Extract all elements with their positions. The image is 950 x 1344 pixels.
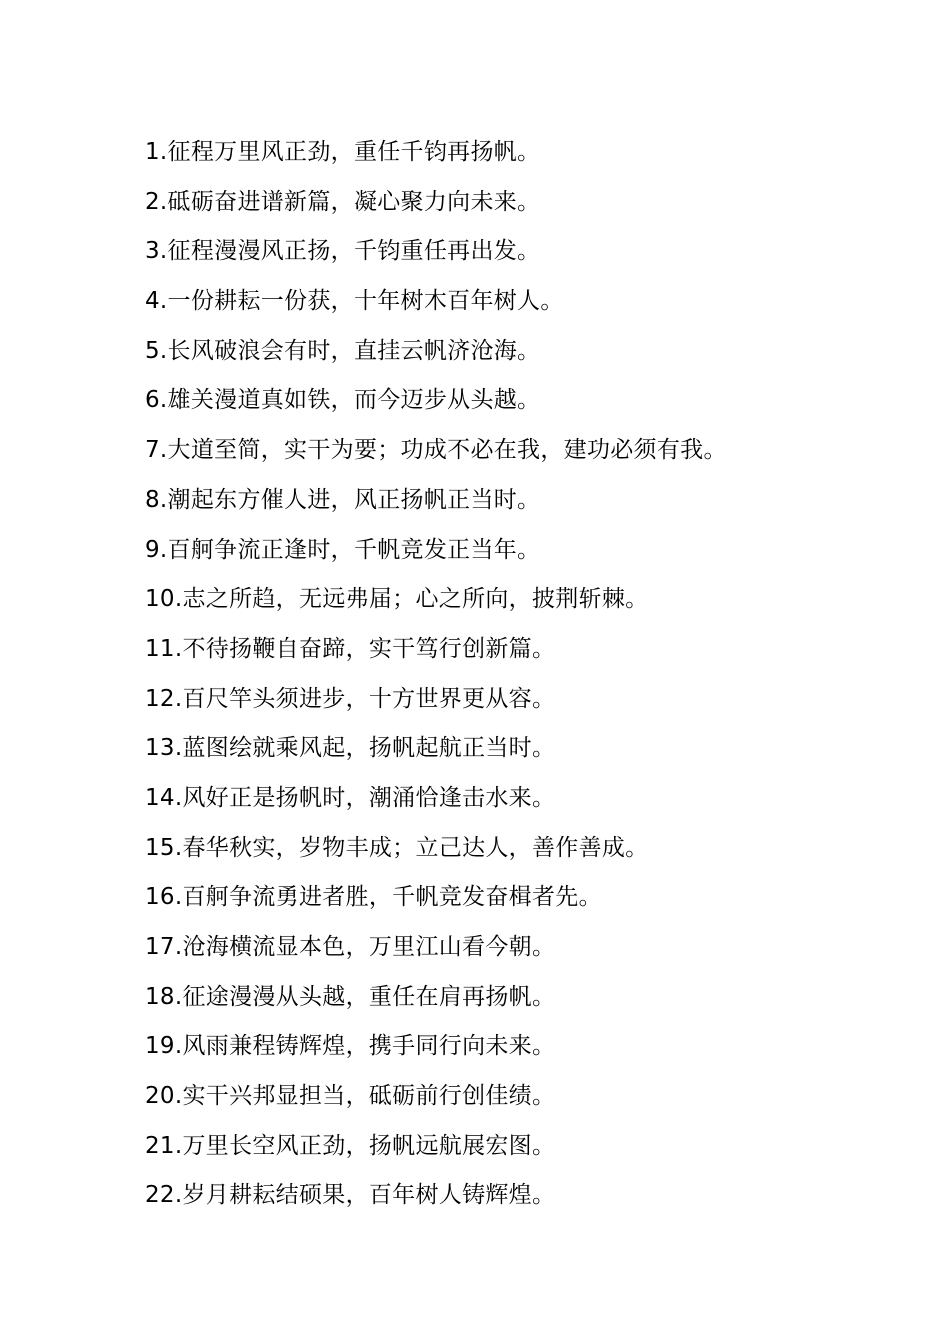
slogan-line: 6.雄关漫道真如铁，而今迈步从头越。 [145, 387, 541, 414]
slogan-line: 19.风雨兼程铸辉煌，携手同行向未来。 [145, 1033, 556, 1060]
slogan-line: 12.百尺竿头须进步，十方世界更从容。 [145, 685, 556, 712]
slogan-line: 5.长风破浪会有时，直挂云帆济沧海。 [145, 337, 541, 364]
slogan-line: 2.砥砺奋进谱新篇，凝心聚力向未来。 [145, 188, 541, 215]
slogan-line: 13.蓝图绘就乘风起，扬帆起航正当时。 [145, 735, 556, 762]
slogan-line: 16.百舸争流勇进者胜，千帆竞发奋楫者先。 [145, 884, 602, 911]
slogan-line: 7.大道至简，实干为要；功成不必在我，建功必须有我。 [145, 437, 727, 464]
slogan-line: 14.风好正是扬帆时，潮涌恰逢击水来。 [145, 784, 556, 811]
slogan-list [145, 128, 727, 1221]
slogan-line: 8.潮起东方催人进，风正扬帆正当时。 [145, 486, 541, 513]
slogan-line: 11.不待扬鞭自奋蹄，实干笃行创新篇。 [145, 635, 556, 662]
slogan-line: 20.实干兴邦显担当，砥砺前行创佳绩。 [145, 1083, 556, 1110]
slogan-line: 17.沧海横流显本色，万里江山看今朝。 [145, 934, 556, 960]
slogan-line: 1.征程万里风正劲，重任千钧再扬帆。 [145, 139, 541, 165]
slogan-line: 15.春华秋实，岁物丰成；立己达人，善作善成。 [145, 834, 649, 861]
slogan-line: 18.征途漫漫从头越，重任在肩再扬帆。 [145, 983, 556, 1010]
slogan-line: 22.岁月耕耘结硕果，百年树人铸辉煌。 [145, 1182, 556, 1209]
slogan-line: 10.志之所趋，无远弗届；心之所向，披荆斩棘。 [145, 586, 649, 613]
slogan-line: 3.征程漫漫风正扬，千钧重任再出发。 [145, 238, 541, 265]
slogan-line: 4.一份耕耘一份获，十年树木百年树人。 [145, 288, 564, 315]
slogan-line: 9.百舸争流正逢时，千帆竞发正当年。 [145, 536, 541, 563]
slogan-line: 21.万里长空风正劲，扬帆远航展宏图。 [145, 1132, 556, 1159]
